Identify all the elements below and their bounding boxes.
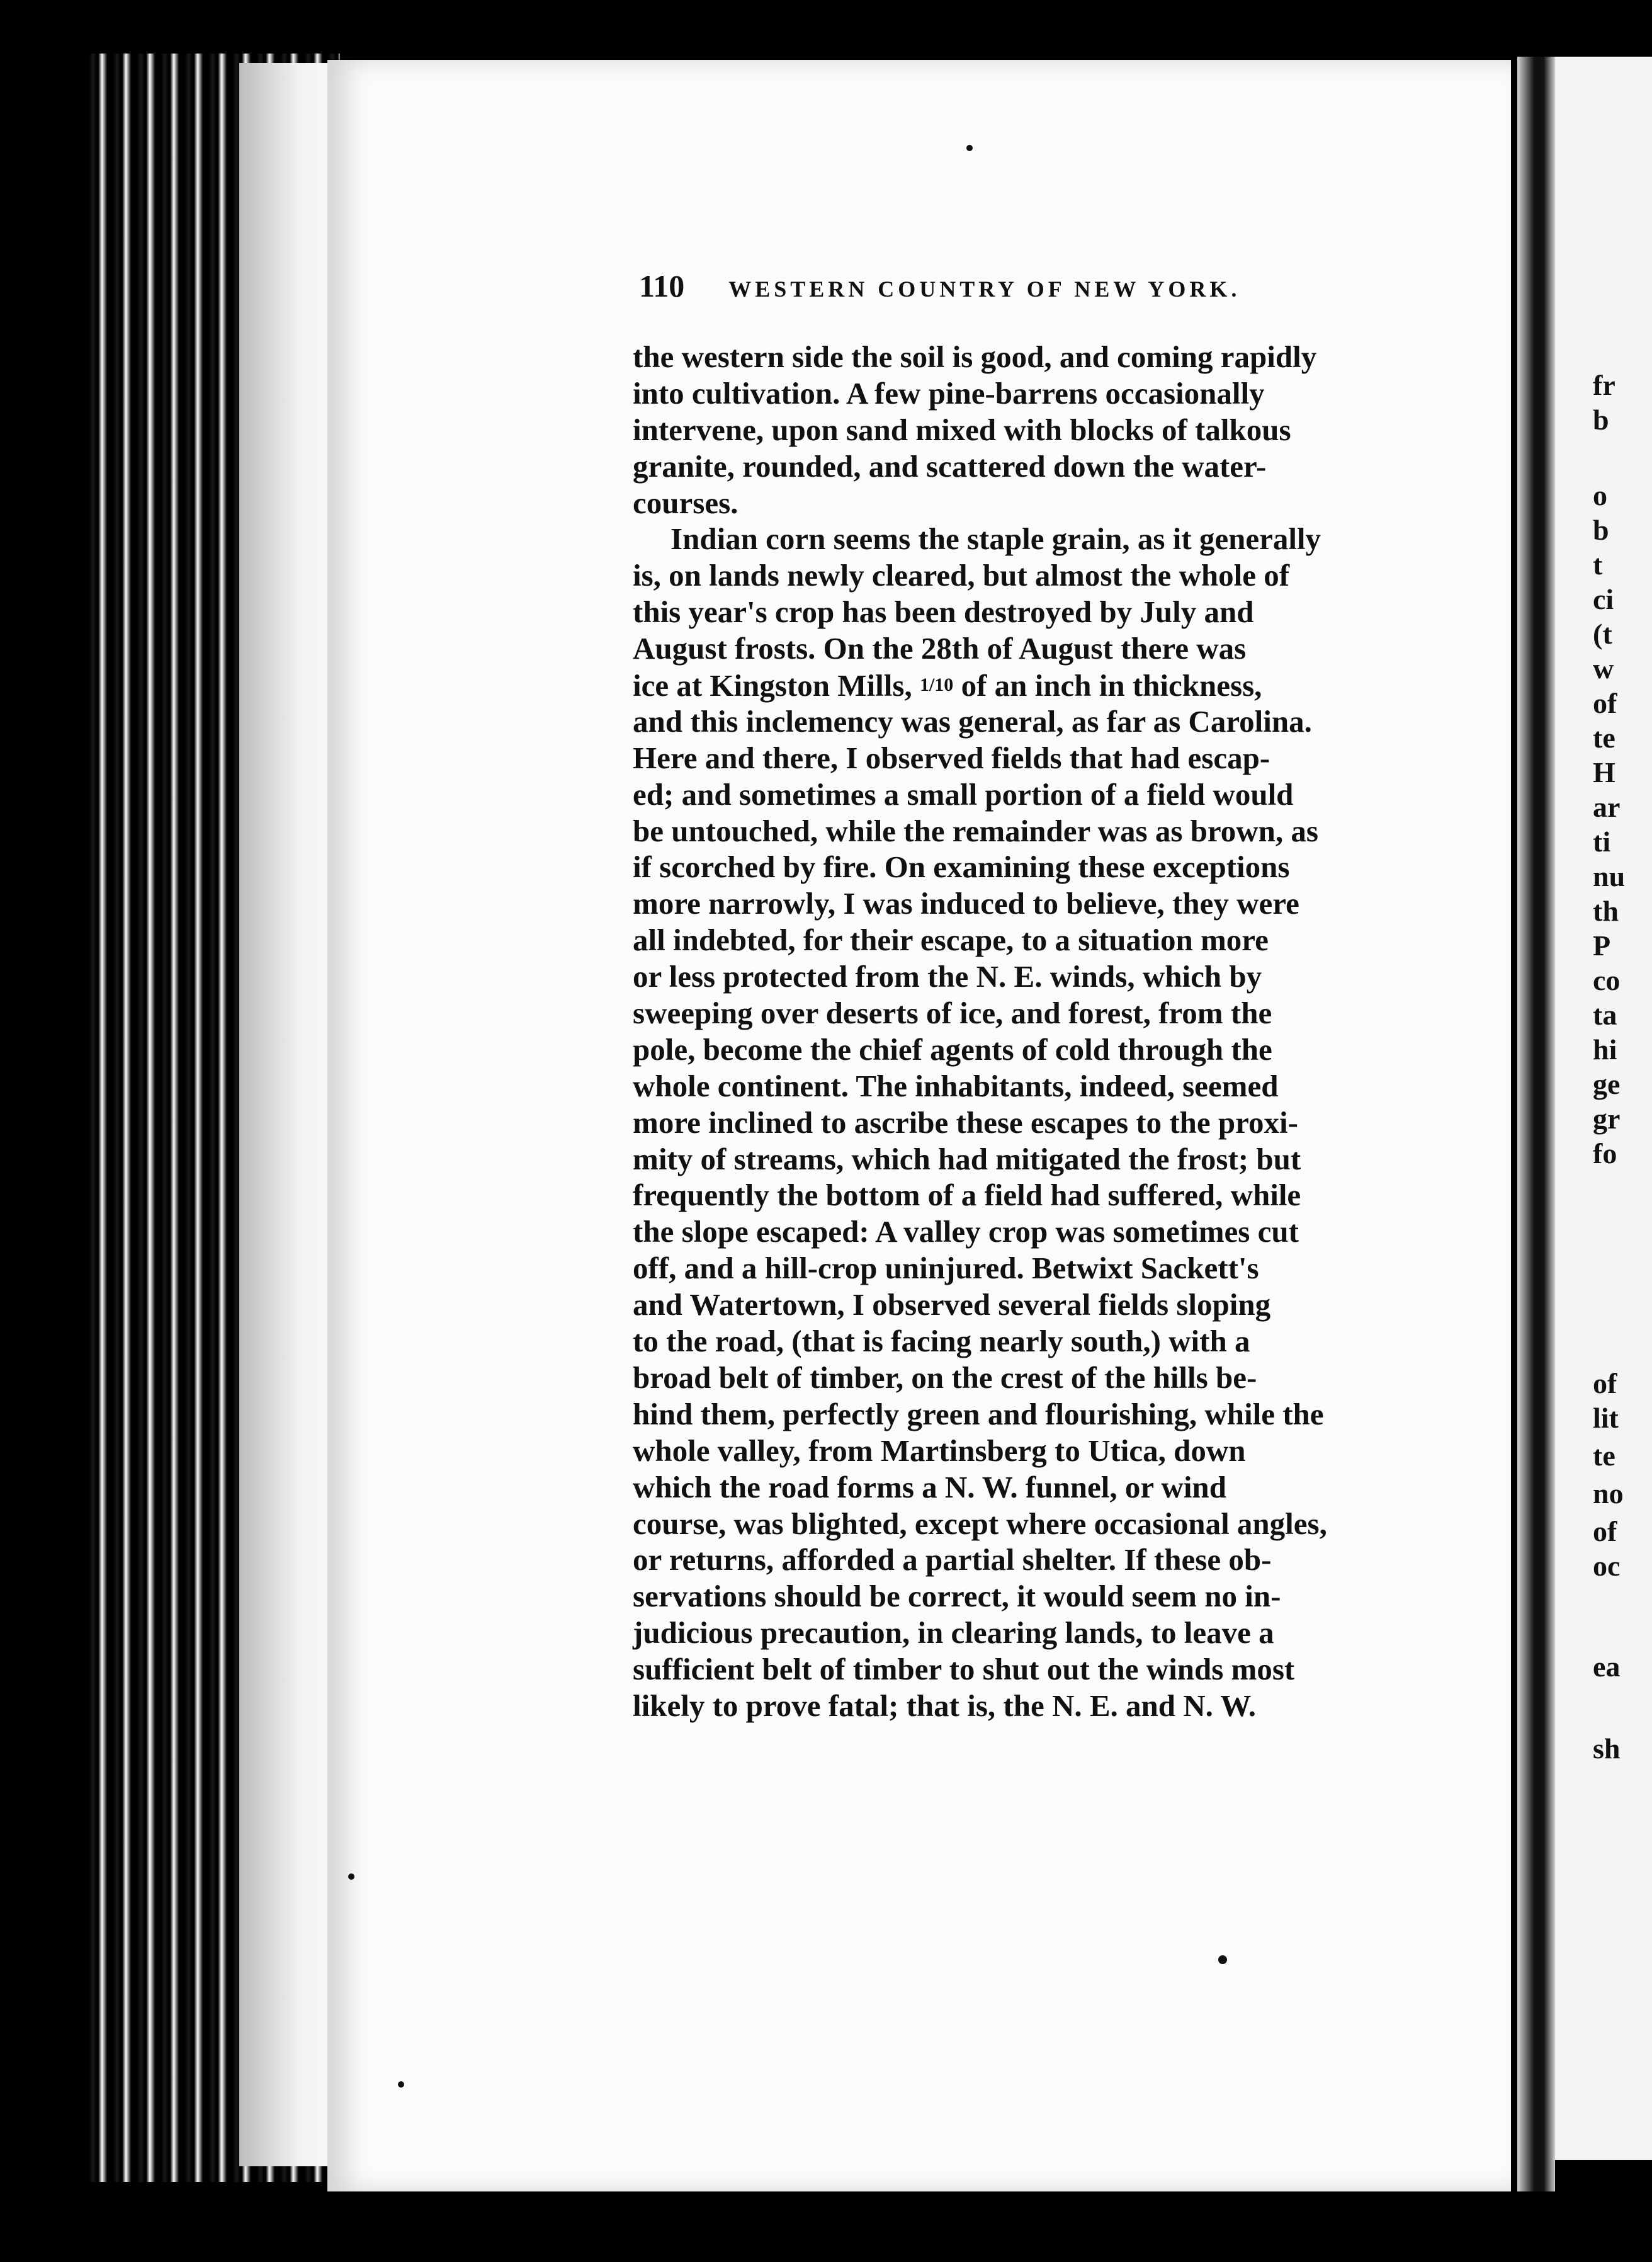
facing-fragment: hi: [1593, 1033, 1617, 1066]
ink-speck: [966, 145, 973, 151]
facing-fragment: co: [1593, 964, 1621, 996]
facing-fragment: ta: [1593, 999, 1617, 1031]
text-line: likely to prove fatal; that is, the N. E. and N. W.: [633, 1688, 1257, 1723]
text-line: which the road forms a N. W. funnel, or wind: [633, 1469, 1226, 1504]
body-text: [633, 339, 1429, 1724]
facing-fragment: fr: [1593, 369, 1615, 401]
facing-fragment: ar: [1593, 791, 1621, 823]
text-line: this year's crop has been destroyed by July and: [633, 594, 1254, 630]
text-line: if scorched by fire. On examining these exceptions: [633, 850, 1290, 885]
ink-speck: [348, 1873, 354, 1880]
text-line: mity of streams, which had mitigated the frost; but: [633, 1141, 1301, 1176]
facing-fragment: b: [1593, 514, 1609, 546]
facing-fragment: no: [1593, 1477, 1624, 1509]
text-line: ice at Kingston Mills, 1/10 of an inch in thickness,: [633, 668, 1262, 703]
binding-strip: [239, 63, 340, 2166]
text-line: judicious precaution, in clearing lands, to leave a: [633, 1615, 1274, 1651]
text-line: all indebted, for their escape, to a situation more: [633, 923, 1269, 958]
text-line: into cultivation. A few pine-barrens occasionally: [633, 375, 1265, 411]
text-line: course, was blighted, except where occasional angles,: [633, 1506, 1327, 1541]
facing-fragment: o: [1593, 479, 1607, 511]
text-line: and Watertown, I observed several fields sloping: [633, 1287, 1271, 1322]
text-line: frequently the bottom of a field had suffered, while: [633, 1178, 1301, 1213]
text-line: whole valley, from Martinsberg to Utica, down: [633, 1433, 1246, 1468]
text-line: Indian corn seems the staple grain, as it generally: [670, 521, 1321, 557]
facing-fragment: ci: [1593, 583, 1614, 615]
facing-fragment: w: [1593, 652, 1614, 685]
facing-fragment: P: [1593, 929, 1611, 962]
facing-fragment: fo: [1593, 1137, 1617, 1169]
facing-fragment: t: [1593, 548, 1603, 581]
text-line: more narrowly, I was induced to believe, they were: [633, 886, 1299, 921]
text-line: and this inclemency was general, as far as Carolina.: [633, 703, 1312, 739]
running-title: WESTERN COUNTRY OF NEW YORK.: [728, 276, 1241, 302]
text-line: broad belt of timber, on the crest of the hills be-: [633, 1360, 1257, 1395]
text-line: sweeping over deserts of ice, and forest, from the: [633, 996, 1272, 1031]
facing-fragment: te: [1593, 1440, 1615, 1472]
facing-fragment: (t: [1593, 618, 1612, 650]
facing-fragment: of: [1593, 687, 1617, 719]
facing-fragment: sh: [1593, 1732, 1621, 1765]
facing-fragment: of: [1593, 1367, 1617, 1399]
facing-fragment: te: [1593, 722, 1615, 754]
text-line: servations should be correct, it would seem no in-: [633, 1579, 1281, 1614]
facing-fragment: ea: [1593, 1651, 1621, 1683]
facing-fragment: th: [1593, 895, 1619, 927]
facing-fragment: nu: [1593, 860, 1626, 892]
facing-fragment: of: [1593, 1515, 1617, 1547]
text-line: pole, become the chief agents of cold through the: [633, 1032, 1272, 1067]
text-line: be untouched, while the remainder was as brown, as: [633, 813, 1319, 848]
text-line: more inclined to ascribe these escapes to the proxi-: [633, 1105, 1298, 1140]
text-line: off, and a hill-crop uninjured. Betwixt Sackett's: [633, 1251, 1259, 1286]
facing-fragment: ti: [1593, 826, 1611, 858]
page-number: 110: [639, 268, 685, 304]
running-head: [639, 268, 1322, 304]
facing-fragment: b: [1593, 404, 1609, 436]
facing-fragment: gr: [1593, 1103, 1621, 1135]
text-line: is, on lands newly cleared, but almost the whole of: [633, 558, 1290, 593]
text-line: granite, rounded, and scattered down the water-: [633, 448, 1267, 484]
text-line: to the road, (that is facing nearly south,) with a: [633, 1324, 1250, 1359]
facing-fragment: lit: [1593, 1402, 1619, 1434]
text-line: sufficient belt of timber to shut out the winds most: [633, 1652, 1295, 1687]
text-line: whole continent. The inhabitants, indeed, seemed: [633, 1068, 1279, 1103]
facing-fragment: oc: [1593, 1550, 1621, 1582]
gutter-shadow: [1517, 57, 1555, 2191]
text-line: Here and there, I observed fields that had escap-: [633, 740, 1270, 775]
text-line: intervene, upon sand mixed with blocks of talkous: [633, 412, 1291, 447]
text-line: ed; and sometimes a small portion of a field would: [633, 776, 1294, 812]
text-line: or returns, afforded a partial shelter. If these ob-: [633, 1542, 1272, 1577]
text-line: August frosts. On the 28th of August there was: [633, 631, 1247, 666]
text-line: hind them, perfectly green and flourishing, while the: [633, 1396, 1324, 1431]
text-line: courses.: [633, 485, 738, 520]
facing-fragment: ge: [1593, 1068, 1621, 1100]
facing-fragment: H: [1593, 756, 1615, 788]
text-line: the slope escaped: A valley crop was sometimes cut: [633, 1214, 1299, 1249]
text-line: the western side the soil is good, and coming rapidly: [633, 339, 1317, 374]
fraction: 1/10: [919, 674, 954, 696]
ink-speck: [1218, 1955, 1227, 1964]
text-line: or less protected from the N. E. winds, which by: [633, 959, 1262, 994]
ink-speck: [398, 2081, 404, 2088]
